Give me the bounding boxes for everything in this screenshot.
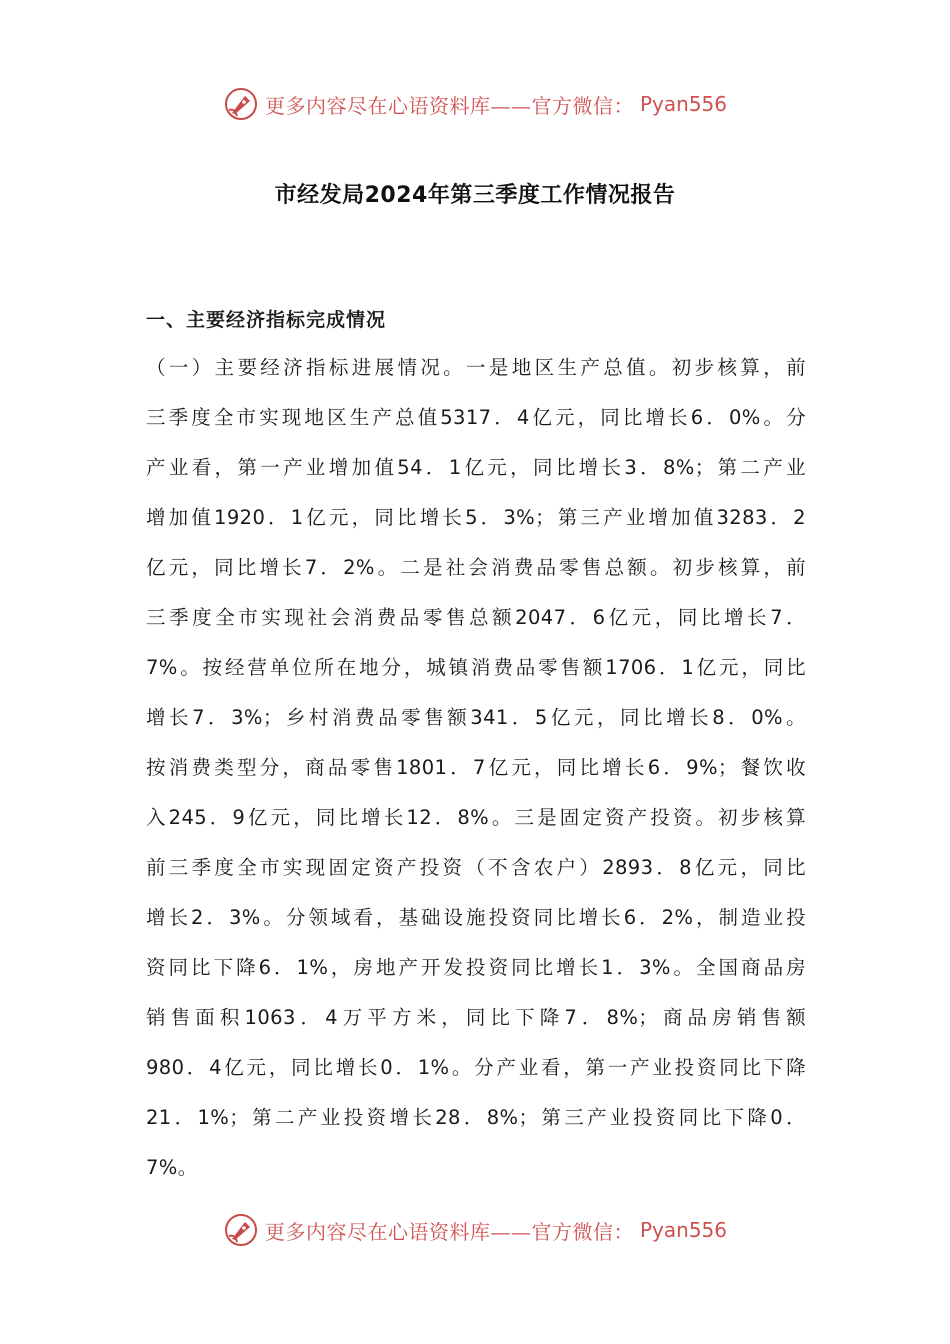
- paragraph-line: 21．1%；第二产业投资增长28．8%；第三产业投资同比下降0．: [146, 1106, 806, 1129]
- paragraph-line: 7%。按经营单位所在地分，城镇消费品零售额1706．1亿元，同比: [146, 656, 806, 679]
- watermark-contact: Pyan556: [639, 1218, 727, 1242]
- document-title: 市经发局2024年第三季度工作情况报告: [274, 183, 676, 208]
- paragraph-line: 资同比下降6．1%，房地产开发投资同比增长1．3%。全国商品房: [146, 956, 806, 979]
- paragraph-line: 7%。: [146, 1156, 198, 1179]
- paragraph-line: 销售面积1063．4万平方米，同比下降7．8%；商品房销售额: [146, 1006, 806, 1029]
- watermark-label: 更多内容尽在心语资料库——官方微信：: [264, 1219, 634, 1244]
- paragraph-line: 三季度全市实现地区生产总值5317．4亿元，同比增长6．0%。分: [146, 406, 806, 429]
- paragraph-line: 入245．9亿元，同比增长12．8%。三是固定资产投资。初步核算: [146, 806, 806, 829]
- watermark-label: 更多内容尽在心语资料库——官方微信：: [264, 93, 634, 118]
- paragraph-line: 三季度全市实现社会消费品零售总额2047．6亿元，同比增长7．: [146, 606, 806, 629]
- paragraph-line: 增加值1920．1亿元，同比增长5．3%；第三产业增加值3283．2: [146, 506, 806, 529]
- paragraph-line: 亿元，同比增长7．2%。二是社会消费品零售总额。初步核算，前: [146, 556, 806, 579]
- paragraph-line: 980．4亿元，同比增长0．1%。分产业看，第一产业投资同比下降: [146, 1056, 806, 1079]
- paragraph-line: 按消费类型分，商品零售1801．7亿元，同比增长6．9%；餐饮收: [146, 756, 806, 779]
- watermark-header: [0, 84, 950, 124]
- watermark-contact: Pyan556: [639, 92, 727, 116]
- paragraph-line: 增长7．3%；乡村消费品零售额341．5亿元，同比增长8．0%。: [146, 706, 806, 729]
- section-heading: 一、主要经济指标完成情况: [146, 309, 387, 331]
- body-paragraph: [146, 346, 806, 1196]
- watermark-footer: [0, 1210, 950, 1250]
- paragraph-line: 增长2．3%。分领域看，基础设施投资同比增长6．2%，制造业投: [146, 906, 806, 929]
- paragraph-line: （一）主要经济指标进展情况。一是地区生产总值。初步核算，前: [146, 356, 806, 379]
- pen-nib-logo-icon: [223, 1212, 259, 1248]
- paragraph-line: 前三季度全市实现固定资产投资（不含农户）2893．8亿元，同比: [146, 856, 806, 879]
- pen-nib-logo-icon: [223, 86, 259, 122]
- paragraph-line: 产业看，第一产业增加值54．1亿元，同比增长3．8%；第二产业: [146, 456, 806, 479]
